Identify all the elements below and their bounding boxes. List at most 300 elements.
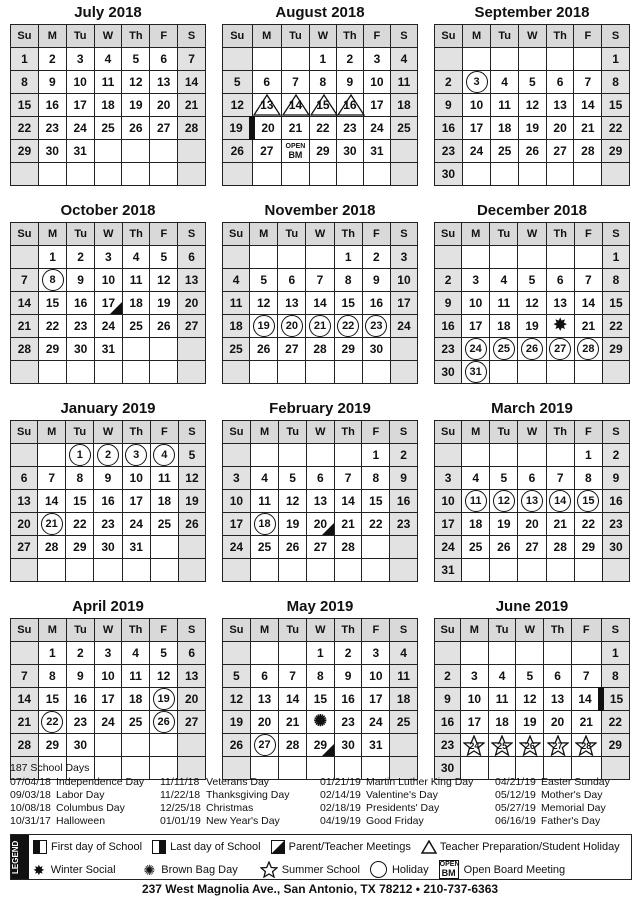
day-cell: 30: [362, 338, 390, 361]
day-cell: 1: [38, 642, 66, 665]
day-cell: [150, 361, 178, 384]
holiday-item: [10, 815, 160, 828]
day-cell: 2: [435, 269, 462, 292]
day-cell: 30: [435, 361, 462, 384]
triangle-icon: [421, 840, 437, 854]
holiday-column: [495, 776, 635, 828]
day-cell: [602, 559, 629, 582]
day-cell: 4: [122, 246, 150, 269]
day-cell: [362, 361, 390, 384]
month-calendar: [220, 2, 420, 186]
day-cell: 23: [67, 315, 95, 338]
day-cell: 31: [363, 140, 390, 163]
day-cell: 17: [363, 94, 390, 117]
day-cell: 2: [390, 444, 418, 467]
day-cell: [94, 559, 122, 582]
day-cell: 3: [435, 467, 462, 490]
day-cell: 13: [546, 292, 574, 315]
weekday-header: S: [602, 223, 629, 246]
day-cell: [278, 315, 306, 338]
month-title: April 2019: [72, 598, 144, 615]
day-cell: 7: [11, 665, 39, 688]
legend-first-day: First day of School: [33, 840, 142, 854]
weekday-header: F: [571, 619, 601, 642]
day-cell: [462, 246, 490, 269]
day-cell: [250, 444, 278, 467]
day-cell: 23: [602, 513, 629, 536]
holiday-circle: 27: [254, 734, 276, 756]
day-cell: 1: [38, 246, 66, 269]
month-title: May 2019: [286, 598, 354, 615]
day-cell: 13: [11, 490, 38, 513]
day-cell: 7: [306, 269, 334, 292]
day-cell: 25: [390, 711, 418, 734]
holiday-date: 05/12/19: [495, 789, 536, 801]
day-cell: 16: [362, 292, 390, 315]
day-cell: 5: [250, 269, 278, 292]
day-cell: 30: [435, 757, 461, 780]
holiday-date: 05/27/19: [495, 802, 536, 814]
day-cell: [149, 734, 177, 757]
day-cell: [11, 163, 39, 186]
day-cell: 14: [574, 94, 602, 117]
holiday-date: 10/08/18: [10, 802, 51, 814]
day-cell: 11: [150, 467, 178, 490]
day-cell: 29: [66, 536, 94, 559]
holiday-date: 11/22/18: [160, 789, 201, 801]
holiday-date: 06/16/19: [495, 815, 536, 827]
day-cell: 29: [38, 338, 66, 361]
weekday-header: Tu: [279, 421, 307, 444]
day-cell: 23: [390, 513, 418, 536]
weekday-header: F: [363, 25, 390, 48]
day-cell: [462, 361, 490, 384]
day-cell: 8: [38, 665, 66, 688]
summer-star: 26: [519, 735, 541, 755]
day-cell: 11: [490, 292, 518, 315]
day-cell: 5: [279, 467, 307, 490]
weekday-header: W: [306, 223, 334, 246]
day-cell: [490, 338, 518, 361]
day-cell: 14: [11, 292, 39, 315]
holiday-circle: 4: [153, 444, 175, 466]
day-cell: [250, 642, 278, 665]
weekday-header: W: [94, 619, 122, 642]
day-cell: [546, 163, 574, 186]
day-cell: 1: [362, 444, 390, 467]
day-cell: [435, 48, 463, 71]
weekday-header: F: [362, 619, 390, 642]
day-cell: 30: [94, 536, 122, 559]
day-cell: [306, 315, 334, 338]
day-cell: 3: [95, 246, 123, 269]
day-cell: 16: [334, 688, 362, 711]
weekday-header: Tu: [66, 25, 94, 48]
day-cell: 10: [362, 665, 390, 688]
day-cell: [461, 642, 489, 665]
holiday-name: Martin Luther King Day: [366, 776, 474, 788]
holiday-name: Presidents' Day: [366, 802, 440, 814]
day-cell: [518, 444, 546, 467]
day-cell: [518, 361, 546, 384]
day-cell: 6: [11, 467, 38, 490]
day-cell: 1: [334, 246, 362, 269]
day-cell: 5: [149, 642, 177, 665]
open-bm-icon: OPEN: [285, 142, 306, 150]
day-cell: [306, 361, 334, 384]
day-cell: 10: [95, 269, 123, 292]
address: 237 West Magnolia Ave., San Antonio, TX 78212 • 210-737-6363: [141, 882, 499, 896]
day-cell: [178, 338, 206, 361]
day-cell: 13: [544, 688, 572, 711]
day-cell: 3: [390, 246, 417, 269]
day-cell: 26: [223, 734, 251, 757]
day-cell: [334, 361, 362, 384]
day-cell: 9: [435, 292, 462, 315]
day-cell: 26: [150, 315, 178, 338]
day-cell: [574, 246, 602, 269]
day-cell: 7: [282, 71, 310, 94]
weekday-header: Th: [122, 25, 150, 48]
day-cell: 18: [150, 490, 178, 513]
day-cell: [278, 246, 306, 269]
day-cell: [546, 361, 574, 384]
holiday-item: [320, 789, 495, 802]
day-cell: [38, 513, 66, 536]
day-cell: 31: [362, 734, 390, 757]
legend-parent-teacher: Parent/Teacher Meetings: [271, 840, 411, 854]
day-cell: [279, 559, 307, 582]
day-cell: [66, 559, 94, 582]
day-cell: [122, 163, 150, 186]
day-cell: 12: [149, 665, 177, 688]
day-cell: 25: [122, 315, 150, 338]
month-table: [434, 222, 630, 384]
day-cell: 27: [150, 117, 178, 140]
school-days-count: 187 School Days: [10, 762, 90, 774]
day-cell: [250, 513, 278, 536]
day-cell: [278, 361, 306, 384]
holiday-item: [10, 802, 160, 815]
day-cell: 10: [363, 71, 390, 94]
day-cell: 7: [38, 467, 66, 490]
summer-star: 24: [463, 735, 485, 755]
day-cell: [67, 361, 95, 384]
day-cell: 30: [435, 163, 463, 186]
day-cell: 8: [309, 71, 336, 94]
holiday-circle: 19: [153, 688, 175, 710]
last-day-icon: [152, 840, 166, 854]
legend: [10, 834, 632, 880]
day-cell: 9: [435, 688, 461, 711]
holiday-circle: 26: [521, 338, 543, 360]
day-cell: [250, 734, 278, 757]
day-cell: 7: [574, 71, 602, 94]
holiday-circle: 28: [577, 338, 599, 360]
day-cell: 2: [435, 665, 461, 688]
weekday-header: Tu: [67, 619, 95, 642]
day-cell: [178, 361, 206, 384]
day-cell: 11: [223, 292, 250, 315]
day-cell: [574, 490, 602, 513]
weekday-header: W: [307, 619, 335, 642]
day-cell: 24: [462, 140, 490, 163]
day-cell: 26: [279, 536, 307, 559]
day-cell: 8: [307, 665, 335, 688]
holiday-circle: 21: [309, 315, 331, 337]
holiday-item: [160, 802, 320, 815]
day-cell: [602, 361, 629, 384]
calendar-grid: [8, 2, 632, 780]
day-cell: 20: [150, 94, 178, 117]
day-cell: 5: [223, 71, 253, 94]
day-cell: 16: [336, 94, 363, 117]
day-cell: [336, 163, 363, 186]
month-calendar: [220, 398, 420, 582]
day-cell: 17: [362, 688, 390, 711]
weekday-header: Su: [11, 421, 38, 444]
weekday-header: F: [574, 421, 602, 444]
day-cell: 5: [490, 467, 518, 490]
day-cell: 20: [250, 711, 278, 734]
day-cell: 26: [490, 536, 518, 559]
day-cell: 12: [516, 688, 544, 711]
day-cell: [150, 338, 178, 361]
day-cell: 21: [282, 117, 310, 140]
day-cell: [490, 361, 518, 384]
day-cell: 17: [223, 513, 251, 536]
day-cell: [390, 734, 418, 757]
holiday-name: Veterans Day: [206, 776, 270, 788]
weekday-header: M: [250, 421, 278, 444]
day-cell: [462, 71, 490, 94]
day-cell: 10: [223, 490, 251, 513]
day-cell: 15: [38, 292, 66, 315]
day-cell: 4: [223, 269, 250, 292]
day-cell: 26: [250, 338, 278, 361]
day-cell: [571, 642, 601, 665]
day-cell: [250, 315, 278, 338]
day-cell: 4: [122, 642, 150, 665]
day-cell: 7: [546, 467, 574, 490]
weekday-header: S: [390, 223, 417, 246]
month-calendar: [220, 200, 420, 384]
day-cell: [516, 642, 544, 665]
day-cell: 24: [66, 117, 94, 140]
weekday-header: Th: [334, 619, 362, 642]
day-cell: 28: [279, 734, 307, 757]
legend-holiday: Holiday: [370, 861, 429, 878]
holiday-date: 07/04/18: [10, 776, 51, 788]
day-cell: 3: [223, 467, 251, 490]
day-cell: 16: [94, 490, 122, 513]
weekday-header: Th: [336, 25, 363, 48]
holiday-circle: 15: [577, 490, 599, 512]
holiday-date: 02/18/19: [320, 802, 361, 814]
weekday-header: Tu: [279, 619, 307, 642]
holiday-circle: 13: [521, 490, 543, 512]
weekday-header: W: [94, 421, 122, 444]
day-cell: 2: [67, 246, 95, 269]
weekday-header: F: [362, 421, 390, 444]
day-cell: 29: [602, 140, 630, 163]
day-cell: [122, 559, 150, 582]
day-cell: 16: [38, 94, 66, 117]
day-cell: 8: [602, 269, 629, 292]
holiday-item: [495, 802, 635, 815]
day-cell: 22: [38, 315, 66, 338]
day-cell: 10: [462, 292, 490, 315]
day-cell: 23: [67, 711, 95, 734]
day-cell: 10: [390, 269, 417, 292]
day-cell: [518, 246, 546, 269]
weekday-header: M: [250, 223, 278, 246]
day-cell: [546, 559, 574, 582]
month-table: [222, 420, 418, 582]
day-cell: 13: [546, 94, 574, 117]
day-cell: [38, 444, 66, 467]
day-cell: [518, 490, 546, 513]
day-cell: 22: [602, 117, 630, 140]
month-title: August 2018: [275, 4, 365, 21]
day-cell: [94, 163, 122, 186]
holiday-name: Valentine's Day: [366, 789, 438, 801]
weekday-header: M: [462, 223, 490, 246]
day-cell: [178, 734, 206, 757]
weekday-header: Su: [223, 421, 251, 444]
day-cell: 21: [178, 94, 206, 117]
day-cell: 15: [362, 490, 390, 513]
day-cell: 5: [518, 269, 546, 292]
day-cell: 6: [307, 467, 335, 490]
day-cell: 31: [435, 559, 462, 582]
day-cell: 13: [307, 490, 335, 513]
day-cell: 14: [38, 490, 66, 513]
day-cell: 27: [278, 338, 306, 361]
weekday-header: F: [574, 223, 602, 246]
weekday-header: W: [519, 25, 547, 48]
day-cell: [491, 48, 519, 71]
day-cell: [11, 642, 39, 665]
holiday-item: [160, 776, 320, 789]
weekday-header: Su: [223, 619, 251, 642]
weekday-header: S: [178, 25, 206, 48]
day-cell: [178, 163, 206, 186]
day-cell: [250, 361, 278, 384]
weekday-header: M: [38, 619, 66, 642]
day-cell: [390, 559, 418, 582]
day-cell: [223, 444, 251, 467]
day-cell: 15: [602, 94, 630, 117]
day-cell: [95, 361, 123, 384]
day-cell: 2: [362, 246, 390, 269]
holiday-name: Father's Day: [541, 815, 601, 827]
day-cell: 15: [307, 688, 335, 711]
day-cell: 21: [571, 711, 601, 734]
day-cell: 11: [250, 490, 278, 513]
day-cell: 20: [252, 117, 282, 140]
day-cell: [38, 361, 66, 384]
day-cell: 18: [94, 94, 122, 117]
weekday-header: M: [38, 421, 66, 444]
month-title: February 2019: [269, 400, 371, 417]
day-cell: 17: [94, 688, 122, 711]
day-cell: 19: [150, 292, 178, 315]
day-cell: 6: [178, 246, 206, 269]
day-cell: 2: [435, 71, 463, 94]
summer-star: 27: [547, 735, 569, 755]
day-cell: 29: [334, 338, 362, 361]
weekday-header: Su: [11, 25, 39, 48]
day-cell: [150, 559, 178, 582]
day-cell: 21: [574, 315, 602, 338]
day-cell: 13: [150, 71, 178, 94]
weekday-header: Tu: [282, 25, 310, 48]
day-cell: [252, 48, 282, 71]
day-cell: 27: [252, 140, 282, 163]
open-bm-icon: OPEN BM: [439, 861, 460, 878]
day-cell: 16: [67, 292, 95, 315]
holiday-circle: 27: [549, 338, 571, 360]
day-cell: 10: [122, 467, 150, 490]
holiday-circle: 2: [97, 444, 119, 466]
day-cell: 8: [574, 467, 602, 490]
day-cell: 26: [122, 117, 150, 140]
day-cell: 23: [435, 140, 463, 163]
day-cell: 7: [279, 665, 307, 688]
legend-tab: LEGEND: [11, 835, 29, 879]
day-cell: 17: [435, 513, 462, 536]
day-cell: [150, 163, 178, 186]
day-cell: 19: [178, 490, 205, 513]
day-cell: 12: [518, 292, 546, 315]
day-cell: 4: [250, 467, 278, 490]
day-cell: 15: [309, 94, 336, 117]
day-cell: 26: [519, 140, 547, 163]
day-cell: [223, 361, 250, 384]
day-cell: 28: [306, 338, 334, 361]
summer-star: 25: [491, 735, 513, 755]
day-cell: [491, 163, 519, 186]
day-cell: 8: [66, 467, 94, 490]
day-cell: 27: [178, 711, 206, 734]
month-table: [434, 420, 630, 582]
day-cell: 30: [336, 140, 363, 163]
month-title: October 2018: [60, 202, 156, 219]
holiday-name: Memorial Day: [541, 802, 606, 814]
day-cell: [490, 444, 518, 467]
holiday-circle: 31: [465, 361, 487, 383]
day-cell: [546, 444, 574, 467]
day-cell: [150, 140, 178, 163]
day-cell: 8: [334, 269, 362, 292]
day-cell: 30: [67, 338, 95, 361]
weekday-header: S: [178, 619, 206, 642]
day-cell: 11: [491, 94, 519, 117]
day-cell: 6: [544, 665, 572, 688]
day-cell: 4: [462, 467, 490, 490]
day-cell: 26: [178, 513, 205, 536]
month-title: November 2018: [264, 202, 376, 219]
month-table: [10, 24, 206, 186]
day-cell: 11: [122, 269, 150, 292]
day-cell: 24: [122, 513, 150, 536]
day-cell: [282, 48, 310, 71]
day-cell: 21: [546, 513, 574, 536]
weekday-header: F: [150, 421, 178, 444]
holiday-item: [10, 776, 160, 789]
day-cell: [546, 490, 574, 513]
